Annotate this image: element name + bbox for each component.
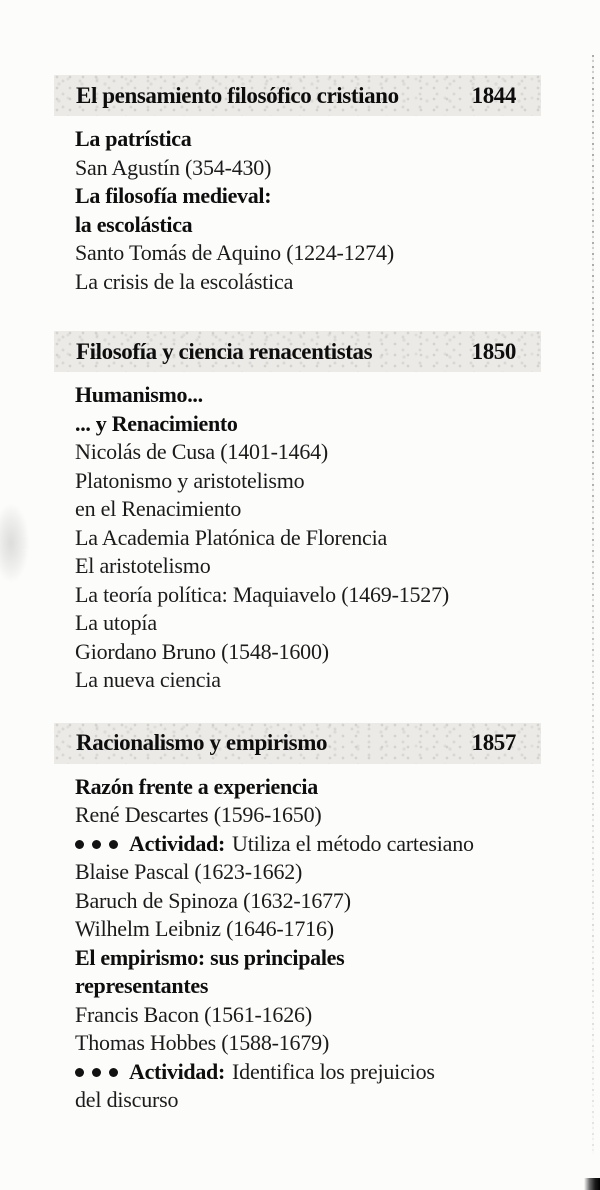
section-page-number: 1857 [471, 730, 516, 755]
toc-entry: Blaise Pascal (1623-1662) [75, 859, 303, 884]
toc-entry: Wilhelm Leibniz (1646-1716) [75, 916, 334, 941]
toc-entry: Santo Tomás de Aquino (1224-1274) [75, 240, 394, 265]
activity-bullets [75, 1068, 118, 1077]
section-title: El pensamiento filosófico cristiano [76, 82, 399, 108]
toc-entry: La teoría política: Maquiavelo (1469-1527) [75, 581, 450, 607]
toc-entry: La utopía [75, 610, 157, 635]
toc-entry: Giordano Bruno (1548-1600) [75, 638, 329, 664]
section-header [54, 75, 541, 116]
toc-entry: San Agustín (354-430) [75, 154, 272, 180]
toc-entry: La nueva ciencia [75, 667, 221, 692]
section-title: Filosofía y ciencia renacentistas [76, 338, 373, 364]
toc-entry: Francis Bacon (1561-1626) [75, 1001, 312, 1027]
toc-entry: representantes [75, 973, 209, 998]
activity-text: Identifica los prejuicios [232, 1058, 435, 1084]
toc-section [0, 331, 600, 695]
activity-label: Actividad: [129, 1058, 226, 1084]
bullet-icon [75, 840, 84, 849]
toc-entry: El aristotelismo [75, 553, 211, 578]
toc-entry: en el Renacimiento [75, 496, 242, 521]
toc-entry: La crisis de la escolástica [75, 268, 294, 294]
activity-bullets [75, 840, 118, 849]
section-page-number: 1844 [471, 82, 516, 108]
section-header [54, 331, 541, 372]
bullet-icon [109, 840, 118, 849]
section-items [75, 381, 600, 695]
toc-entry: ... y Renacimiento [75, 410, 238, 436]
bullet-icon [92, 840, 101, 849]
scan-corner-mark [584, 1178, 600, 1190]
toc-section [0, 723, 600, 1115]
activity-text: Utiliza el método cartesiano [232, 830, 474, 856]
toc-entry: Platonismo y aristotelismo [75, 467, 305, 493]
section-page-number: 1850 [471, 338, 516, 364]
activity-entry [75, 1058, 600, 1087]
bullet-icon [109, 1068, 118, 1077]
table-of-contents [0, 75, 600, 1115]
toc-entry: La Academia Platónica de Florencia [75, 524, 388, 550]
toc-entry: Razón frente a experiencia [75, 773, 318, 799]
toc-entry: Humanismo... [75, 382, 203, 407]
toc-entry: la escolástica [75, 211, 193, 237]
bullet-icon [92, 1068, 101, 1077]
section-header [54, 723, 541, 764]
toc-entry: René Descartes (1596-1650) [75, 802, 322, 827]
toc-entry: La patrística [75, 126, 192, 151]
toc-entry: Nicolás de Cusa (1401-1464) [75, 439, 329, 464]
section-title: Racionalismo y empirismo [76, 730, 328, 755]
activity-label: Actividad: [129, 830, 226, 856]
activity-entry [75, 830, 600, 859]
section-items [75, 125, 600, 296]
section-items [75, 773, 600, 1115]
toc-section [0, 75, 600, 296]
toc-entry: Baruch de Spinoza (1632-1677) [75, 887, 351, 913]
toc-entry: del discurso [75, 1087, 179, 1112]
toc-entry: El empirismo: sus principales [75, 944, 345, 970]
bullet-icon [75, 1068, 84, 1077]
toc-entry: Thomas Hobbes (1588-1679) [75, 1030, 330, 1055]
toc-entry: La filosofía medieval: [75, 183, 272, 208]
